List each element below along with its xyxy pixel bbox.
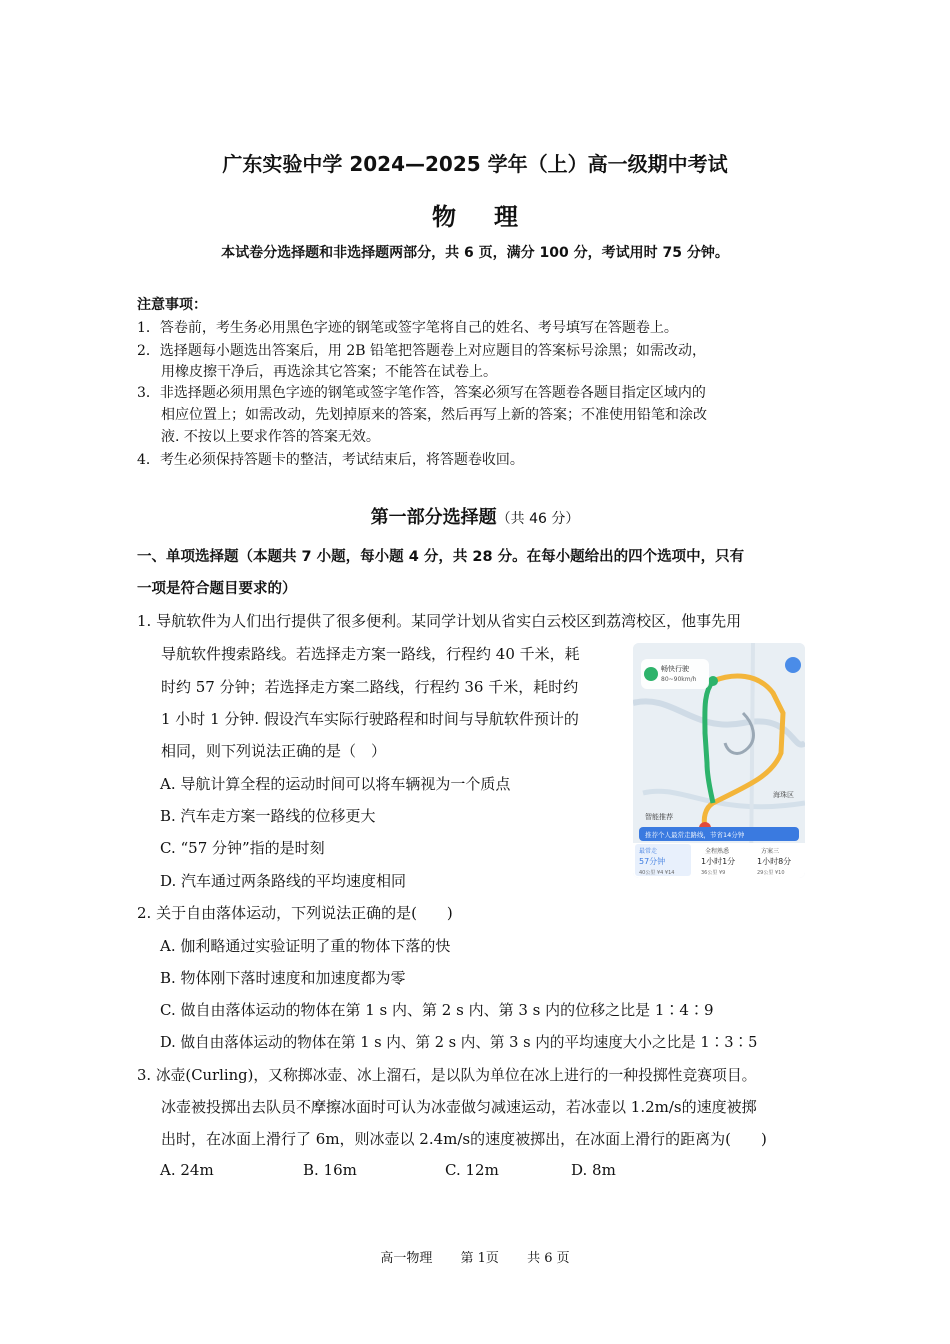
q3-option-c: C. 12m — [445, 1161, 499, 1179]
route-1-name: 最常走 — [639, 848, 658, 855]
q3-stem: 冰壶被投掷出去队员不摩擦冰面时可认为冰壶做匀减速运动，若冰壶以 1.2m/s的速度被掷 — [161, 1098, 757, 1116]
q1-stem: 导航软件搜索路线。若选择走方案一路线，行程约 40 千米，耗 — [161, 645, 580, 663]
notice-line: 液. 不按以上要求作答的答案无效。 — [161, 429, 380, 445]
map-illustration — [633, 643, 805, 878]
route-1-time: 57分钟 — [639, 857, 666, 866]
page-footer — [0, 1247, 950, 1266]
map-badge-sub: 80~90km/h — [661, 676, 697, 683]
q3-option-d: D. 8m — [571, 1161, 616, 1179]
map-recommend: 智能推荐 — [645, 813, 673, 821]
footer-total: 共 6 页 — [527, 1251, 570, 1266]
route-2-detail: 36公里 ¥9 — [701, 870, 726, 876]
notice-line: 1．答卷前，考生务必用黑色字迹的钢笔或签字笔将自己的姓名、考号填写在答题卷上。 — [137, 320, 678, 336]
q3-option-a: A. 24m — [160, 1161, 214, 1179]
q1-option-b: B. 汽车走方案一路线的位移更大 — [160, 807, 376, 825]
q1-stem: 1. 导航软件为人们出行提供了很多便利。某同学计划从省实白云校区到荔湾校区，他事先用 — [137, 612, 742, 630]
subject-title: 物理 — [432, 203, 556, 231]
q2-option-a: A. 伽利略通过实验证明了重的物体下落的快 — [160, 937, 451, 955]
q3-stem: 出时，在冰面上滑行了 6m，则冰壶以 2.4m/s的速度被掷出，在冰面上滑行的距离为( ) — [161, 1130, 767, 1148]
part1-heading — [0, 503, 950, 529]
q3-stem: 3. 冰壶(Curling)，又称掷冰壶、冰上溜石，是以队为单位在冰上进行的一种投掷性竞赛项目。 — [137, 1067, 757, 1084]
notice-line: 4．考生必须保持答题卡的整洁，考试结束后，将答题卷收回。 — [137, 452, 524, 468]
q1-stem: 相同，则下列说法正确的是（ ） — [161, 742, 387, 760]
notice-line: 2．选择题每小题选出答案后，用 2B 铅笔把答题卷上对应题目的答案标号涂黑；如需改动， — [137, 343, 707, 359]
footer-page: 第 1页 — [460, 1251, 499, 1266]
route-1-detail: 40公里 ¥4 ¥14 — [639, 870, 675, 876]
q2-option-d: D. 做自由落体运动的物体在第 1 s 内、第 2 s 内、第 3 s 内的平均速度大小之比是 1∶3∶5 — [160, 1034, 758, 1051]
navigation-map-figure — [633, 643, 805, 878]
notice-heading: 注意事项： — [137, 297, 207, 313]
speed-icon — [644, 667, 658, 681]
section1-heading: 一、单项选择题（本题共 7 小题，每小题 4 分，共 28 分。在每小题给出的四个选项中，只有 — [137, 549, 745, 565]
notice-line: 相应位置上；如需改动，先划掉原来的答案，然后再写上新的答案；不准使用铅笔和涂改 — [161, 407, 707, 423]
q1-option-c: C. “57 分钟”指的是时刻 — [160, 839, 325, 857]
route-2-name: 全程熟悉 — [705, 848, 730, 855]
notice-line: 3．非选择题必须用黑色字迹的钢笔或签字笔作答，答案必须写在答题卷各题目指定区域内的 — [137, 385, 706, 401]
exam-info: 本试卷分选择题和非选择题两部分，共 6 页，满分 100 分，考试用时 75 分钟。 — [221, 245, 729, 261]
section1-heading-cont: 一项是符合题目要求的） — [137, 581, 297, 597]
footer-subject: 高一物理 — [380, 1251, 433, 1266]
q1-option-a: A. 导航计算全程的运动时间可以将车辆视为一个质点 — [160, 775, 511, 793]
map-district: 海珠区 — [773, 791, 794, 799]
route-3-detail: 29公里 ¥10 — [757, 870, 785, 876]
route-2-time: 1小时1分 — [701, 857, 736, 866]
map-badge: 畅快行驶 — [661, 665, 689, 673]
notice-line: 用橡皮擦干净后，再选涂其它答案；不能答在试卷上。 — [161, 364, 497, 380]
q3-option-b: B. 16m — [303, 1161, 357, 1179]
part1-note: （共 46 分） — [496, 511, 580, 527]
q2-option-b: B. 物体刚下落时速度和加速度都为零 — [160, 969, 406, 987]
route-3-time: 1小时8分 — [757, 857, 792, 866]
q2-stem: 2. 关于自由落体运动，下列说法正确的是( ) — [137, 904, 453, 922]
map-banner: 推荐个人最常走路线，节省14分钟 — [645, 831, 745, 839]
exam-title: 广东实验中学 2024—2025 学年（上）高一级期中考试 — [222, 152, 728, 176]
part1-title: 第一部分选择题 — [370, 507, 497, 528]
location-icon — [785, 657, 801, 673]
q1-option-d: D. 汽车通过两条路线的平均速度相同 — [160, 872, 407, 890]
q1-stem: 时约 57 分钟；若选择走方案二路线，行程约 36 千米，耗时约 — [161, 678, 579, 696]
q2-option-c: C. 做自由落体运动的物体在第 1 s 内、第 2 s 内、第 3 s 内的位移之比是 1∶4∶9 — [160, 1001, 714, 1019]
route-3-name: 方案三 — [761, 848, 780, 855]
q1-stem: 1 小时 1 分钟. 假设汽车实际行驶路程和时间与导航软件预计的 — [161, 710, 579, 728]
